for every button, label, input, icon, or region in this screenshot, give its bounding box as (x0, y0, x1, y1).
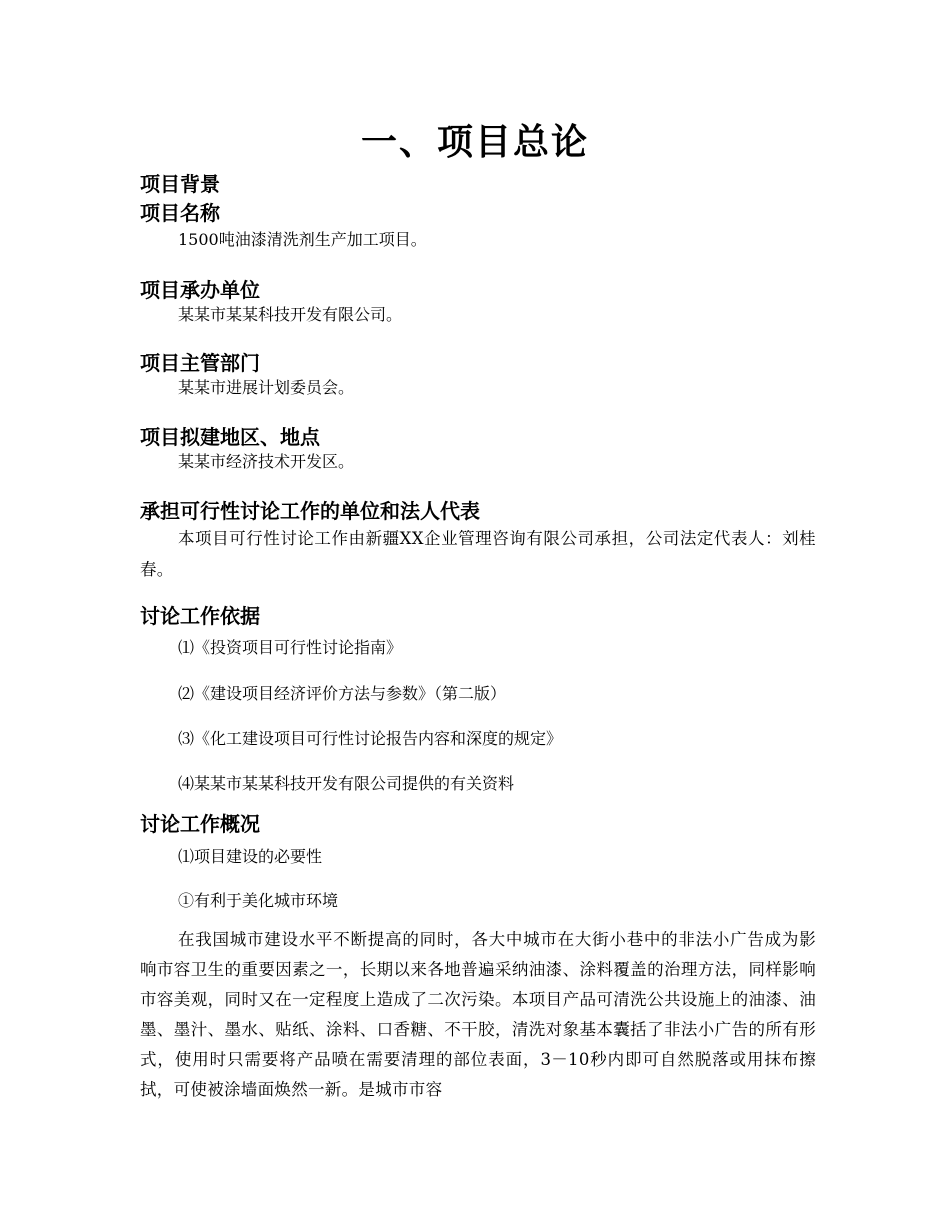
department-text: 某某市进展计划委员会。 (178, 378, 355, 397)
overview-subheading: ①有利于美化城市环境 (178, 891, 339, 910)
heading-basis: 讨论工作依据 (140, 604, 260, 628)
project-name-text: 1500吨油漆清洗剂生产加工项目。 (178, 230, 427, 249)
location-text: 某某市经济技术开发区。 (178, 452, 355, 471)
basis-item: ⑵《建设项目经济评价方法与参数》（第二版） (178, 684, 507, 703)
heading-department: 项目主管部门 (140, 351, 260, 375)
heading-location: 项目拟建地区、地点 (140, 425, 320, 449)
overview-paragraph: 在我国城市建设水平不断提高的同时，各大中城市在大街小巷中的非法小广告成为影响市容卫生的重要因素之一，长期以来各地普遍采纳油漆、涂料覆盖的治理方法，同样影响市容美观，同时又在一定程度上造成了二次污染。本项目产品可清洗公共设施上的油漆、油墨、墨汁、墨水、贴纸、涂料、口香糖、不干胶，清洗对象基本囊括了非法小广告的所有形式，使用时只需要将产品喷在需要清理的部位表面，3－10秒内即可自然脱落或用抹布擦拭，可使被涂墙面焕然一新。是城市市容 (140, 930, 816, 1099)
heading-representative: 承担可行性讨论工作的单位和法人代表 (140, 499, 480, 523)
basis-item: ⑶《化工建设项目可行性讨论报告内容和深度的规定》 (178, 729, 563, 748)
basis-item: ⑷某某市某某科技开发有限公司提供的有关资料 (178, 774, 515, 793)
heading-project-name: 项目名称 (140, 201, 220, 225)
heading-overview: 讨论工作概况 (140, 812, 260, 836)
host-unit-text: 某某市某某科技开发有限公司。 (178, 305, 403, 324)
representative-text: 本项目可行性讨论工作由新疆XX企业管理咨询有限公司承担，公司法定代表人：刘桂春。 (140, 529, 816, 579)
overview-subheading: ⑴项目建设的必要性 (178, 847, 323, 866)
basis-item: ⑴《投资项目可行性讨论指南》 (178, 638, 403, 657)
heading-background: 项目背景 (140, 172, 220, 196)
heading-host-unit: 项目承办单位 (140, 278, 260, 302)
page-title: 一、项目总论 (360, 122, 589, 163)
